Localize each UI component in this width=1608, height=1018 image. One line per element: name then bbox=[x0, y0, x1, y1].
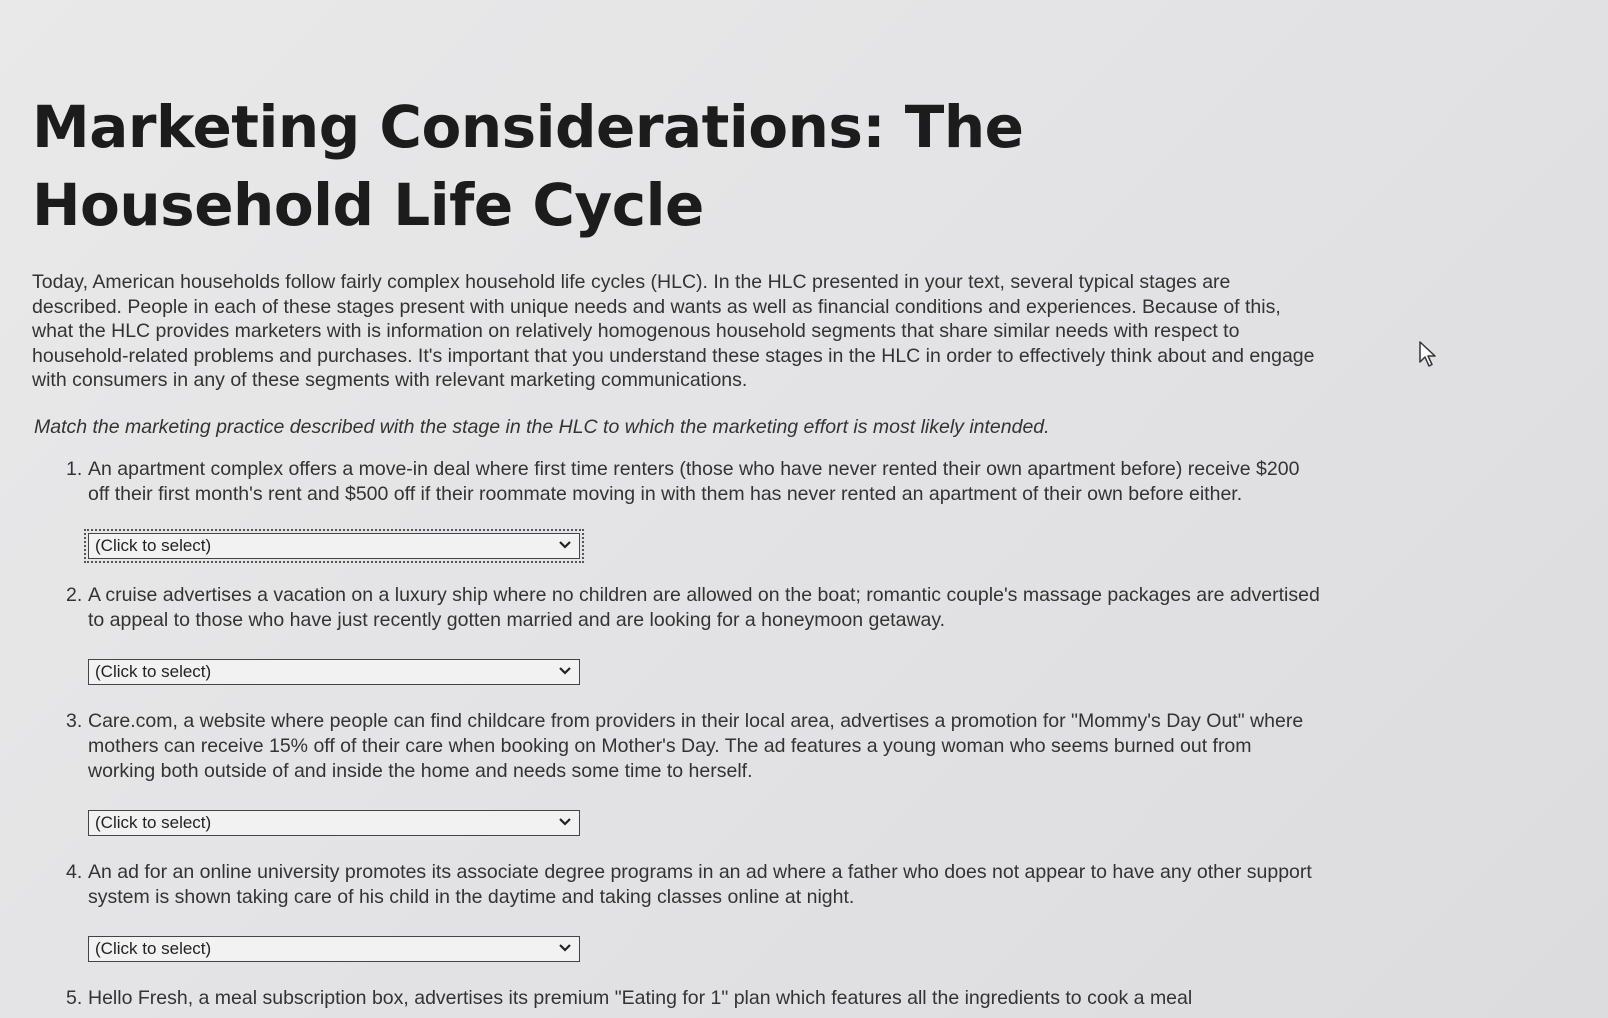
question-text-1 bbox=[32, 457, 1322, 507]
chevron-down-icon bbox=[558, 664, 572, 678]
question-text-2 bbox=[32, 583, 1322, 633]
question-item-3 bbox=[32, 709, 1322, 836]
question-number: 3. bbox=[66, 709, 83, 732]
question-item-4 bbox=[32, 860, 1322, 962]
dropdown-selected-value[interactable]: (Click to select) bbox=[88, 810, 580, 836]
intro-paragraph: Today, American households follow fairly complex household life cycles (HLC). In the HLC presented in your text, several typical stages are described. People in each of these stages present with unique needs and wants as well as financial conditions and experiences. Because of this, what the HLC provides marketers with is information on relatively homogenous household segments that share similar needs with respect to household-related problems and purchases. It's important that you understand these stages in the HLC in order to effectively think about and engage with consumers in any of these segments with relevant marketing communications. bbox=[32, 271, 1315, 391]
question-number: 2. bbox=[66, 583, 83, 606]
question-item-1 bbox=[32, 457, 1322, 559]
question-body: Care.com, a website where people can find childcare from providers in their local area, advertises a promotion for "Mommy's Day Out" where mothers can receive 15% off of their care when booking on Mother's Day. The ad features a young woman who seems burned out from working both outside of and inside the home and needs some time to herself. bbox=[88, 709, 1304, 782]
mouse-pointer-icon bbox=[1418, 340, 1438, 368]
question-body: An ad for an online university promotes its associate degree programs in an ad where a father who does not appear to have any other support system is shown taking care of his child in the daytime and taking classes online at night. bbox=[88, 860, 1312, 908]
question-text-3 bbox=[32, 709, 1322, 784]
page-title: Marketing Considerations: The Household Life Cycle bbox=[32, 93, 1024, 239]
answer-dropdown-1[interactable] bbox=[88, 533, 580, 559]
question-item-2 bbox=[32, 583, 1322, 685]
question-text-5 bbox=[32, 986, 1322, 1011]
assignment-page bbox=[32, 88, 1322, 1011]
question-body: An apartment complex offers a move-in deal where first time renters (those who have never rented their own apartment before) receive $200 off their first month's rent and $500 off if their roommate moving in with them has never rented an apartment of their own before either. bbox=[88, 457, 1300, 505]
question-list bbox=[32, 457, 1322, 1011]
dropdown-selected-value[interactable]: (Click to select) bbox=[88, 936, 580, 962]
chevron-down-icon bbox=[558, 815, 572, 829]
question-number: 1. bbox=[66, 457, 83, 480]
dropdown-selected-value[interactable]: (Click to select) bbox=[88, 659, 580, 685]
answer-dropdown-2[interactable] bbox=[88, 659, 580, 685]
question-body: Hello Fresh, a meal subscription box, advertises its premium "Eating for 1" plan which features all the ingredients to cook a meal bbox=[88, 986, 1193, 1009]
question-item-5 bbox=[32, 986, 1322, 1011]
question-number: 4. bbox=[66, 860, 83, 883]
question-text-4 bbox=[32, 860, 1322, 910]
instructions-text: Match the marketing practice described with the stage in the HLC to which the marketing effort is most likely intended. bbox=[34, 415, 1050, 438]
question-number: 5. bbox=[66, 986, 83, 1009]
chevron-down-icon bbox=[558, 538, 572, 552]
dropdown-selected-value[interactable]: (Click to select) bbox=[88, 533, 580, 559]
answer-dropdown-4[interactable] bbox=[88, 936, 580, 962]
answer-dropdown-3[interactable] bbox=[88, 810, 580, 836]
chevron-down-icon bbox=[558, 941, 572, 955]
question-body: A cruise advertises a vacation on a luxury ship where no children are allowed on the boat; romantic couple's massage packages are advertised to appeal to those who have just recently gotten married and are looking for a honeymoon getaway. bbox=[88, 583, 1320, 631]
